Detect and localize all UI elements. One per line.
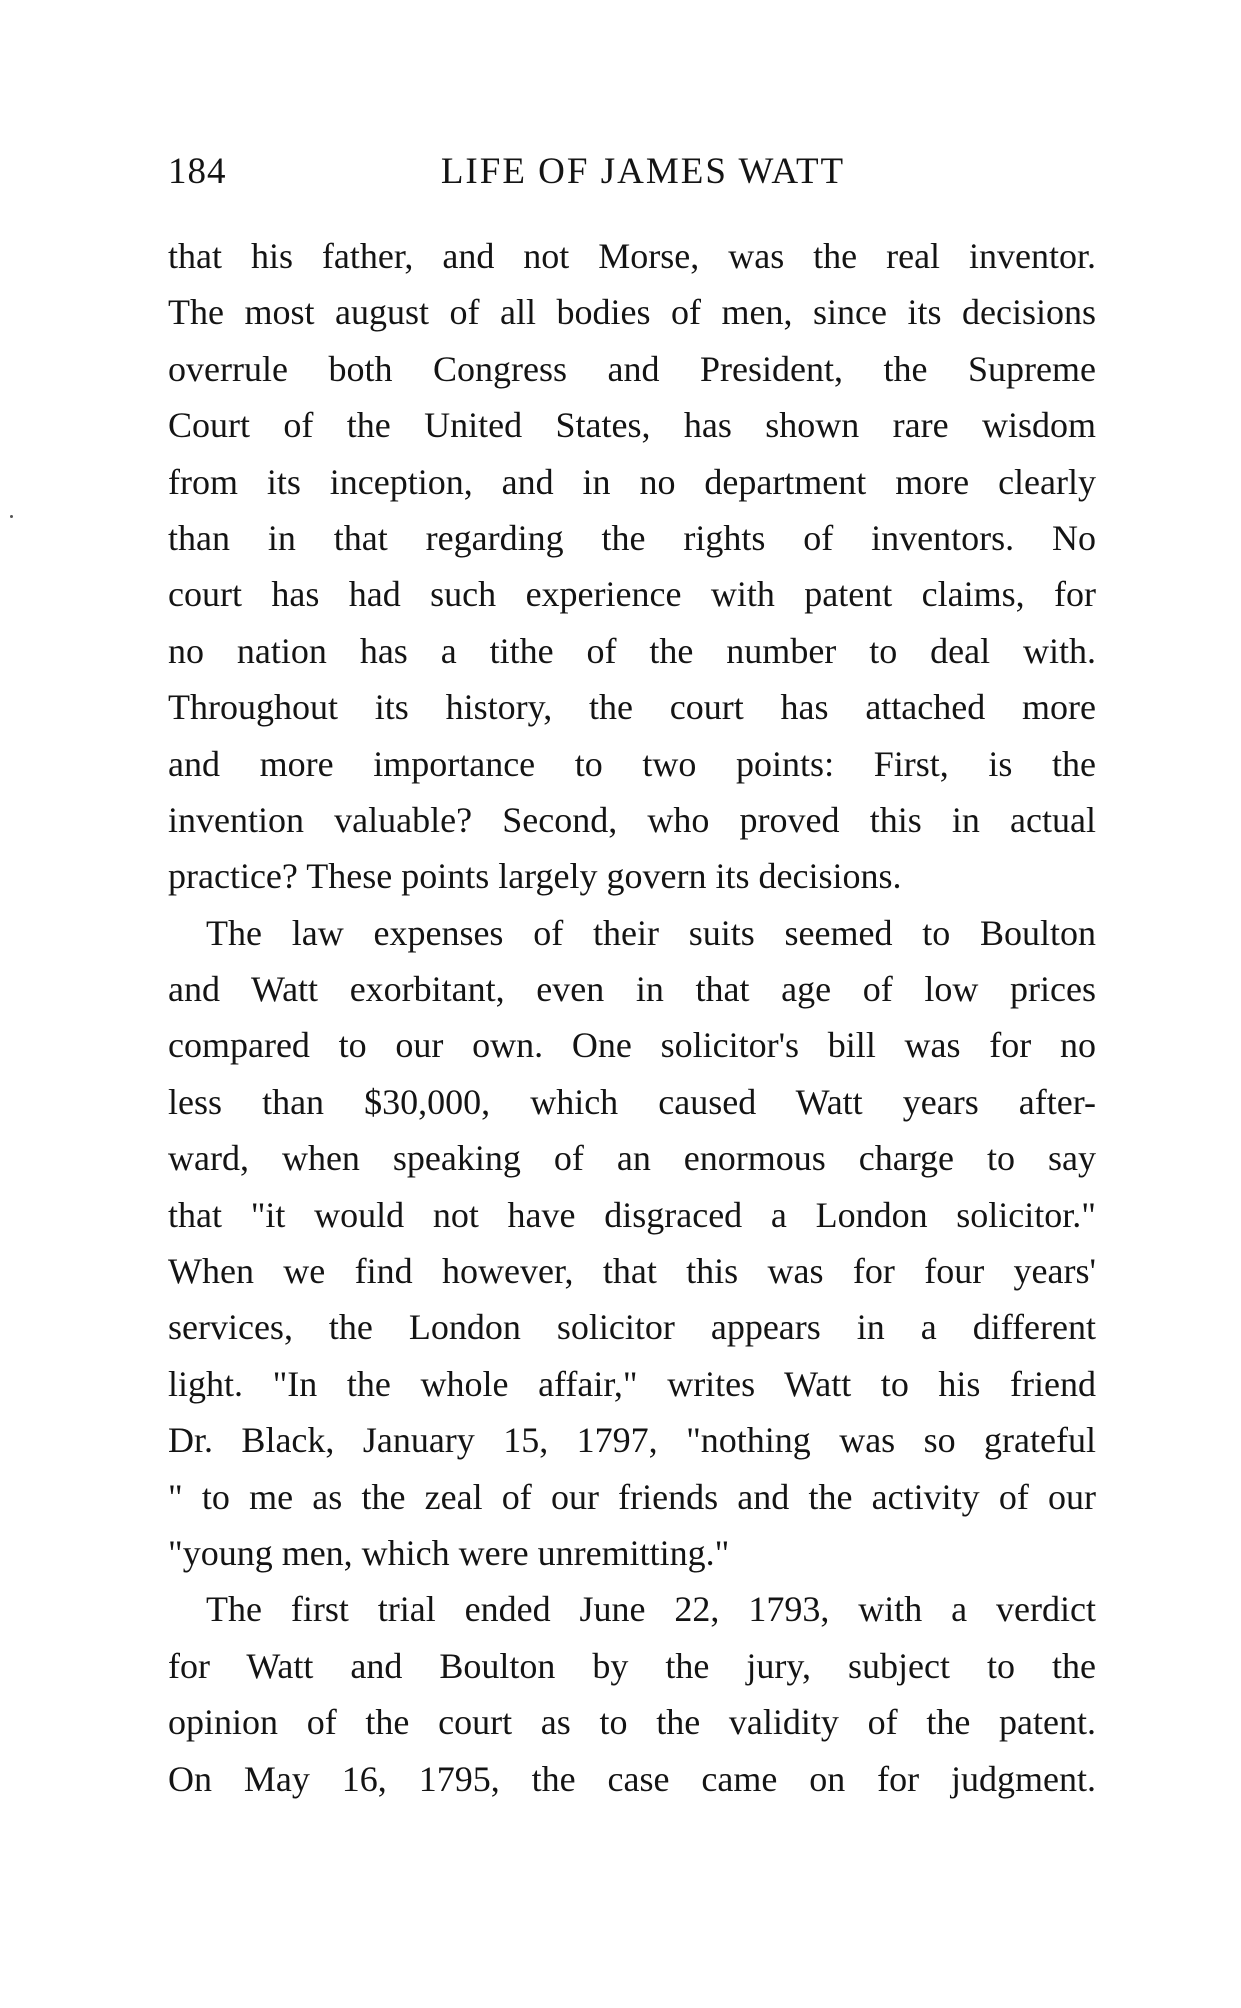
text-line: that "it would not have disgraced a London solicitor." xyxy=(168,1194,1096,1235)
text-line: court has had such experience with patent claims, for xyxy=(168,574,1096,615)
text-line: and Watt exorbitant, even in that age of low prices xyxy=(168,969,1096,1010)
text-line: ward, when speaking of an enormous charge to say xyxy=(168,1138,1096,1179)
text-line: Court of the United States, has shown rare wisdom xyxy=(168,405,1096,446)
text-line: Dr. Black, January 15, 1797, "nothing was so grateful xyxy=(168,1420,1096,1461)
text-line: than in that regarding the rights of inventors. No xyxy=(168,517,1096,558)
text-line: " to me as the zeal of our friends and the activity of our xyxy=(168,1476,1096,1517)
text-line: less than $30,000, which caused Watt years after- xyxy=(168,1081,1096,1122)
text-line: services, the London solicitor appears in a different xyxy=(168,1307,1096,1348)
body-text xyxy=(168,228,1096,1807)
text-line: overrule both Congress and President, the Supreme xyxy=(168,348,1096,389)
text-line: compared to our own. One solicitor's bill was for no xyxy=(168,1025,1096,1066)
margin-speck xyxy=(10,515,13,518)
text-line: practice? These points largely govern its decisions. xyxy=(168,856,902,897)
text-line: opinion of the court as to the validity of the patent. xyxy=(168,1702,1096,1743)
text-line: that his father, and not Morse, was the real inventor. xyxy=(168,236,1096,276)
text-line: The most august of all bodies of men, since its decisions xyxy=(168,292,1096,333)
text-line: The law expenses of their suits seemed to Boulton xyxy=(206,912,1096,953)
text-line: invention valuable? Second, who proved this in actual xyxy=(168,799,1096,840)
text-line: and more importance to two points: First, is the xyxy=(168,743,1096,784)
text-line: When we find however, that this was for four years' xyxy=(168,1251,1096,1292)
text-line: "young men, which were unremitting." xyxy=(168,1532,730,1573)
page-number: 184 xyxy=(168,151,227,192)
text-line: Throughout its history, the court has attached more xyxy=(168,687,1096,728)
running-head xyxy=(168,150,1098,210)
text-line: On May 16, 1795, the case came on for judgment. xyxy=(168,1758,1096,1799)
text-line: light. "In the whole affair," writes Watt to his friend xyxy=(168,1363,1096,1404)
text-line: from its inception, and in no department more clearly xyxy=(168,461,1096,502)
running-title: LIFE OF JAMES WATT xyxy=(440,151,846,192)
text-line: no nation has a tithe of the number to deal with. xyxy=(168,630,1096,671)
text-line: for Watt and Boulton by the jury, subject to the xyxy=(168,1645,1096,1686)
text-line: The first trial ended June 22, 1793, with a verdict xyxy=(206,1589,1096,1630)
